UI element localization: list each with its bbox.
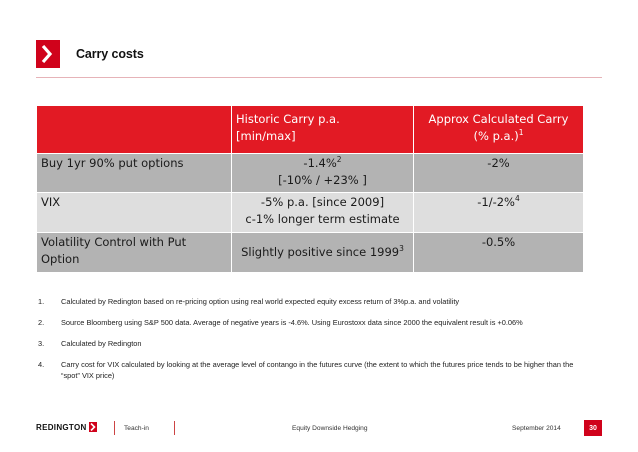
- footnote-text: Calculated by Redington: [61, 339, 142, 348]
- slide-header: [36, 40, 144, 68]
- footnote-ref: 2: [336, 155, 342, 165]
- footnote-number: 3.: [38, 339, 45, 348]
- row-label-line2: Option: [41, 252, 80, 266]
- header-cell-blank: [37, 106, 232, 154]
- slide-footer: [36, 418, 602, 438]
- logo-chevron-icon: [89, 422, 97, 432]
- header-historic-line2: [min/max]: [236, 129, 296, 143]
- footnote-text: Carry cost for VIX calculated by looking at the average level of contango in the futures curve (the extent to which the futures price tends to be higher than the “spot” VIX price): [61, 360, 574, 380]
- historic-estimate: c-1% longer term estimate: [245, 212, 400, 226]
- redington-logo: [36, 422, 97, 432]
- historic-value: -1.4%: [303, 156, 337, 170]
- approx-carry-cell: -2%: [414, 154, 584, 193]
- approx-carry-cell: -0.5%: [414, 233, 584, 273]
- footer-divider: [174, 421, 175, 435]
- footer-divider: [114, 421, 115, 435]
- footnote-item: [38, 296, 590, 307]
- footnote-number: 2.: [38, 318, 45, 327]
- historic-carry-cell: [232, 154, 414, 193]
- historic-carry-cell: [232, 193, 414, 233]
- footer-section: Teach-in: [124, 425, 149, 432]
- header-divider: [36, 77, 602, 78]
- approx-value: -1/-2%: [477, 195, 515, 209]
- page-title: Carry costs: [76, 47, 144, 61]
- approx-carry-cell: [414, 193, 584, 233]
- historic-value: Slightly positive since 1999: [241, 245, 400, 259]
- historic-carry-cell: [232, 233, 414, 273]
- header-cell-approx: [414, 106, 584, 154]
- row-label: VIX: [37, 193, 232, 233]
- footnote-text: Source Bloomberg using S&P 500 data. Average of negative years is -4.6%. Using Eurostoxx data since 2000 the equivalent result is +0.06%: [61, 318, 523, 327]
- table-row: [37, 193, 584, 233]
- footnote-item: [38, 338, 590, 349]
- table-row: [37, 154, 584, 193]
- historic-value: -5% p.a. [since 2009]: [260, 195, 385, 209]
- header-approx-line2: (% p.a.): [473, 129, 519, 143]
- footnote-ref: 4: [514, 194, 520, 204]
- row-label: [37, 233, 232, 273]
- footnote-number: 1.: [38, 297, 45, 306]
- footnote-item: [38, 317, 590, 328]
- page-number: 30: [584, 420, 602, 436]
- footnote-number: 4.: [38, 360, 45, 369]
- row-label-line1: Volatility Control with Put: [41, 235, 187, 249]
- carry-costs-table: [36, 105, 584, 273]
- footer-date: September 2014: [512, 425, 561, 432]
- footnote-ref: 1: [518, 128, 524, 138]
- footnote-item: [38, 359, 590, 381]
- header-approx-line1: Approx Calculated Carry: [428, 112, 569, 126]
- footnote-ref: 3: [399, 244, 404, 254]
- table-header-row: [37, 106, 584, 154]
- row-label: Buy 1yr 90% put options: [37, 154, 232, 193]
- table-row: [37, 233, 584, 273]
- footnote-text: Calculated by Redington based on re-pricing option using real world expected equity excess return of 3%p.a. and volatility: [61, 297, 460, 306]
- header-cell-historic: [232, 106, 414, 154]
- footnotes-list: [38, 296, 590, 391]
- header-historic-line1: Historic Carry p.a.: [236, 112, 340, 126]
- chevron-right-icon: [36, 40, 60, 68]
- historic-range: [-10% / +23% ]: [278, 173, 367, 187]
- footer-title: Equity Downside Hedging: [292, 425, 368, 432]
- logo-text: REDINGTON: [36, 422, 87, 432]
